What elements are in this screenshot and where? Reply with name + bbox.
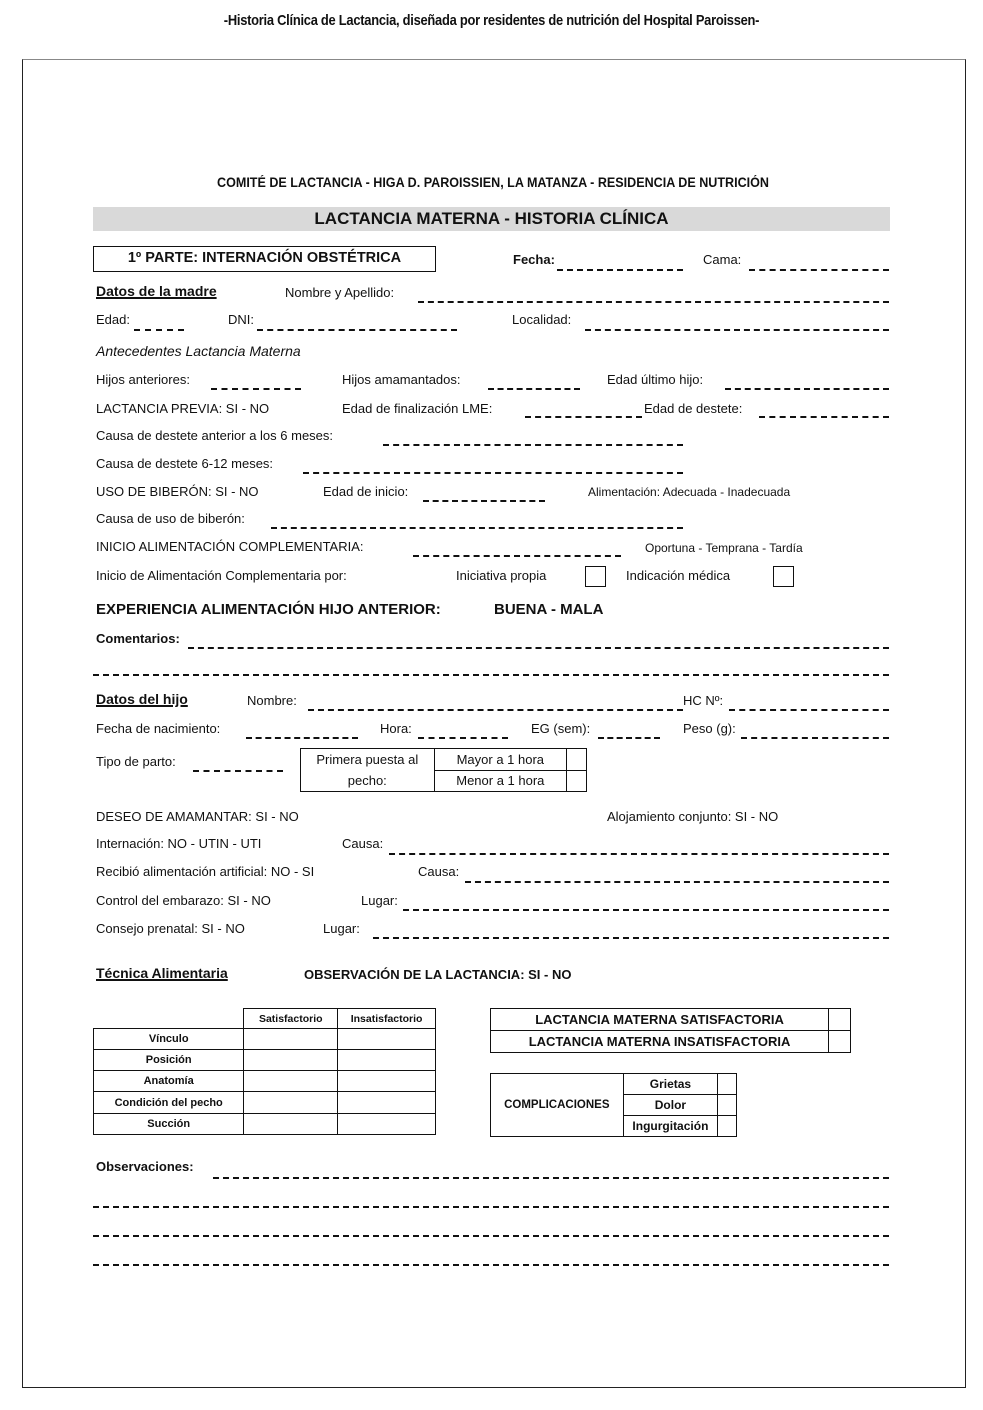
complicaciones-label: COMPLICACIONES <box>491 1074 624 1137</box>
hijos-amamantados-label: Hijos amamantados: <box>342 372 461 387</box>
causa-destete-6-12-label: Causa de destete 6-12 meses: <box>96 456 274 471</box>
hora-field[interactable] <box>418 737 508 739</box>
primera-puesta-table <box>300 748 587 792</box>
edad-ultimo-hijo-label: Edad último hijo: <box>607 372 704 387</box>
edad-ultimo-hijo-field[interactable] <box>725 388 889 390</box>
internacion-causa-label: Causa: <box>342 836 384 851</box>
edad-inicio-field[interactable] <box>423 500 545 502</box>
inicio-ac-por-label: Inicio de Alimentación Complementaria por: <box>96 568 347 583</box>
dni-field[interactable] <box>257 329 457 331</box>
primera-puesta-label: Primera puesta al pecho: <box>301 749 435 792</box>
form-title: LACTANCIA MATERNA - HISTORIA CLÍNICA <box>93 207 890 231</box>
section-hijo: Datos del hijo <box>96 691 188 707</box>
observaciones-field-4[interactable] <box>93 1264 889 1266</box>
observaciones-field-2[interactable] <box>93 1206 889 1208</box>
posicion-satisfactorio-cell[interactable] <box>244 1050 338 1071</box>
control-lugar-label: Lugar: <box>361 893 398 908</box>
causa-destete-6-12-field[interactable] <box>303 472 683 474</box>
edad-field[interactable] <box>134 329 184 331</box>
vinculo-satisfactorio-cell[interactable] <box>244 1029 338 1050</box>
alim-artificial-label: Recibió alimentación artificial: NO - SI <box>96 864 315 879</box>
lm-insatisfactoria-checkbox[interactable] <box>829 1031 851 1053</box>
committee-header: COMITÉ DE LACTANCIA - HIGA D. PAROISSIEN, LA MATANZA - RESIDENCIA DE NUTRICIÓN <box>217 175 769 190</box>
consejo-prenatal-label: Consejo prenatal: SI - NO <box>96 921 245 936</box>
alojamiento-conjunto-label: Alojamiento conjunto: SI - NO <box>607 809 779 824</box>
succion-insatisfactorio-cell[interactable] <box>338 1114 436 1135</box>
resultado-table <box>490 1008 851 1053</box>
hijos-amamantados-field[interactable] <box>488 388 580 390</box>
hc-label: HC Nº: <box>683 693 724 708</box>
tecnica-table <box>93 1008 436 1135</box>
row-vinculo: Vínculo <box>94 1029 244 1050</box>
lactancia-previa-label: LACTANCIA PREVIA: SI - NO <box>96 401 270 416</box>
tipo-parto-field[interactable] <box>193 770 283 772</box>
fecha-nac-field[interactable] <box>246 737 358 739</box>
anatomia-insatisfactorio-cell[interactable] <box>338 1071 436 1092</box>
edad-label: Edad: <box>96 312 130 327</box>
vinculo-insatisfactorio-cell[interactable] <box>338 1029 436 1050</box>
section-madre: Datos de la madre <box>96 283 217 299</box>
edad-destete-field[interactable] <box>759 416 889 418</box>
edad-fin-lme-label: Edad de finalización LME: <box>342 401 493 416</box>
menor-1-hora-label: Menor a 1 hora <box>434 770 567 792</box>
observacion-lactancia-label: OBSERVACIÓN DE LA LACTANCIA: SI - NO <box>304 967 572 982</box>
succion-satisfactorio-cell[interactable] <box>244 1114 338 1135</box>
inicio-ac-field[interactable] <box>413 555 621 557</box>
header-insatisfactorio: Insatisfactorio <box>338 1009 436 1029</box>
internacion-label: Internación: NO - UTIN - UTI <box>96 836 262 851</box>
causa-destete-6-field[interactable] <box>383 444 683 446</box>
observaciones-field-3[interactable] <box>93 1235 889 1237</box>
consejo-lugar-field[interactable] <box>373 937 889 939</box>
causa-biberon-field[interactable] <box>271 527 683 529</box>
hijos-anteriores-label: Hijos anteriores: <box>96 372 190 387</box>
condicion-satisfactorio-cell[interactable] <box>244 1092 338 1114</box>
header-satisfactorio: Satisfactorio <box>244 1009 338 1029</box>
peso-label: Peso (g): <box>683 721 736 736</box>
anatomia-satisfactorio-cell[interactable] <box>244 1071 338 1092</box>
localidad-label: Localidad: <box>512 312 572 327</box>
row-condicion-pecho: Condición del pecho <box>94 1092 244 1114</box>
alim-artificial-causa-label: Causa: <box>418 864 460 879</box>
control-embarazo-label: Control del embarazo: SI - NO <box>96 893 271 908</box>
row-succion: Succión <box>94 1114 244 1135</box>
mayor-1-hora-label: Mayor a 1 hora <box>434 749 567 771</box>
nombre-hijo-field[interactable] <box>308 709 683 711</box>
grietas-checkbox[interactable] <box>718 1074 737 1095</box>
document-caption: -Historia Clínica de Lactancia, diseñada por residentes de nutrición del Hospital Paroissen- <box>223 12 760 29</box>
part-label: 1º PARTE: INTERNACIÓN OBSTÉTRICA <box>93 246 436 272</box>
nombre-madre-label: Nombre y Apellido: <box>285 285 395 300</box>
ingurgitacion-label: Ingurgitación <box>623 1116 718 1137</box>
iniciativa-propia-checkbox[interactable] <box>585 566 606 587</box>
hora-label: Hora: <box>380 721 412 736</box>
nombre-hijo-label: Nombre: <box>247 693 297 708</box>
eg-label: EG (sem): <box>531 721 591 736</box>
fecha-field[interactable] <box>557 269 683 271</box>
comentarios-label: Comentarios: <box>96 631 180 646</box>
alimentacion-label: Alimentación: Adecuada - Inadecuada <box>588 485 791 499</box>
causa-destete-6-label: Causa de destete anterior a los 6 meses: <box>96 428 334 443</box>
posicion-insatisfactorio-cell[interactable] <box>338 1050 436 1071</box>
experiencia-label: EXPERIENCIA ALIMENTACIÓN HIJO ANTERIOR: <box>96 601 441 618</box>
localidad-field[interactable] <box>585 329 889 331</box>
hc-field[interactable] <box>729 709 889 711</box>
edad-inicio-label: Edad de inicio: <box>323 484 409 499</box>
edad-destete-label: Edad de destete: <box>644 401 743 416</box>
experiencia-options: BUENA - MALA <box>494 601 604 618</box>
fecha-label: Fecha: <box>513 252 555 267</box>
peso-field[interactable] <box>741 737 889 739</box>
alim-artificial-causa-field[interactable] <box>465 881 889 883</box>
tipo-parto-label: Tipo de parto: <box>96 754 176 769</box>
ac-timing-options: Oportuna - Temprana - Tardía <box>645 541 803 555</box>
deseo-amamantar-label: DESEO DE AMAMANTAR: SI - NO <box>96 809 299 824</box>
menor-1-hora-checkbox[interactable] <box>567 770 587 792</box>
lm-satisfactoria-checkbox[interactable] <box>829 1009 851 1031</box>
lm-insatisfactoria-label: LACTANCIA MATERNA INSATISFACTORIA <box>491 1031 829 1053</box>
row-posicion: Posición <box>94 1050 244 1071</box>
comentarios-field-2[interactable] <box>93 674 889 676</box>
cama-label: Cama: <box>703 252 742 267</box>
fecha-nac-label: Fecha de nacimiento: <box>96 721 221 736</box>
eg-field[interactable] <box>598 737 660 739</box>
inicio-ac-label: INICIO ALIMENTACIÓN COMPLEMENTARIA: <box>96 539 364 554</box>
form-page <box>22 59 966 1388</box>
row-anatomia: Anatomía <box>94 1071 244 1092</box>
hijos-anteriores-field[interactable] <box>211 388 301 390</box>
mayor-1-hora-checkbox[interactable] <box>567 749 587 771</box>
dni-label: DNI: <box>228 312 254 327</box>
iniciativa-propia-label: Iniciativa propia <box>456 568 547 583</box>
grietas-label: Grietas <box>623 1074 718 1095</box>
cama-field[interactable] <box>749 269 889 271</box>
nombre-madre-field[interactable] <box>418 301 889 303</box>
indicacion-medica-label: Indicación médica <box>626 568 731 583</box>
edad-fin-lme-field[interactable] <box>525 416 642 418</box>
ingurgitacion-checkbox[interactable] <box>718 1116 737 1137</box>
condicion-insatisfactorio-cell[interactable] <box>338 1092 436 1114</box>
consejo-lugar-label: Lugar: <box>323 921 360 936</box>
causa-biberon-label: Causa de uso de biberón: <box>96 511 245 526</box>
complicaciones-table <box>490 1073 737 1137</box>
dolor-label: Dolor <box>623 1095 718 1116</box>
observaciones-field-1[interactable] <box>213 1177 889 1179</box>
section-antecedentes: Antecedentes Lactancia Materna <box>96 343 301 359</box>
section-tecnica: Técnica Alimentaria <box>96 965 228 981</box>
comentarios-field-1[interactable] <box>188 647 889 649</box>
indicacion-medica-checkbox[interactable] <box>773 566 794 587</box>
uso-biberon-label: USO DE BIBERÓN: SI - NO <box>96 484 259 499</box>
control-lugar-field[interactable] <box>403 909 889 911</box>
dolor-checkbox[interactable] <box>718 1095 737 1116</box>
lm-satisfactoria-label: LACTANCIA MATERNA SATISFACTORIA <box>491 1009 829 1031</box>
observaciones-label: Observaciones: <box>96 1159 194 1174</box>
internacion-causa-field[interactable] <box>389 853 889 855</box>
